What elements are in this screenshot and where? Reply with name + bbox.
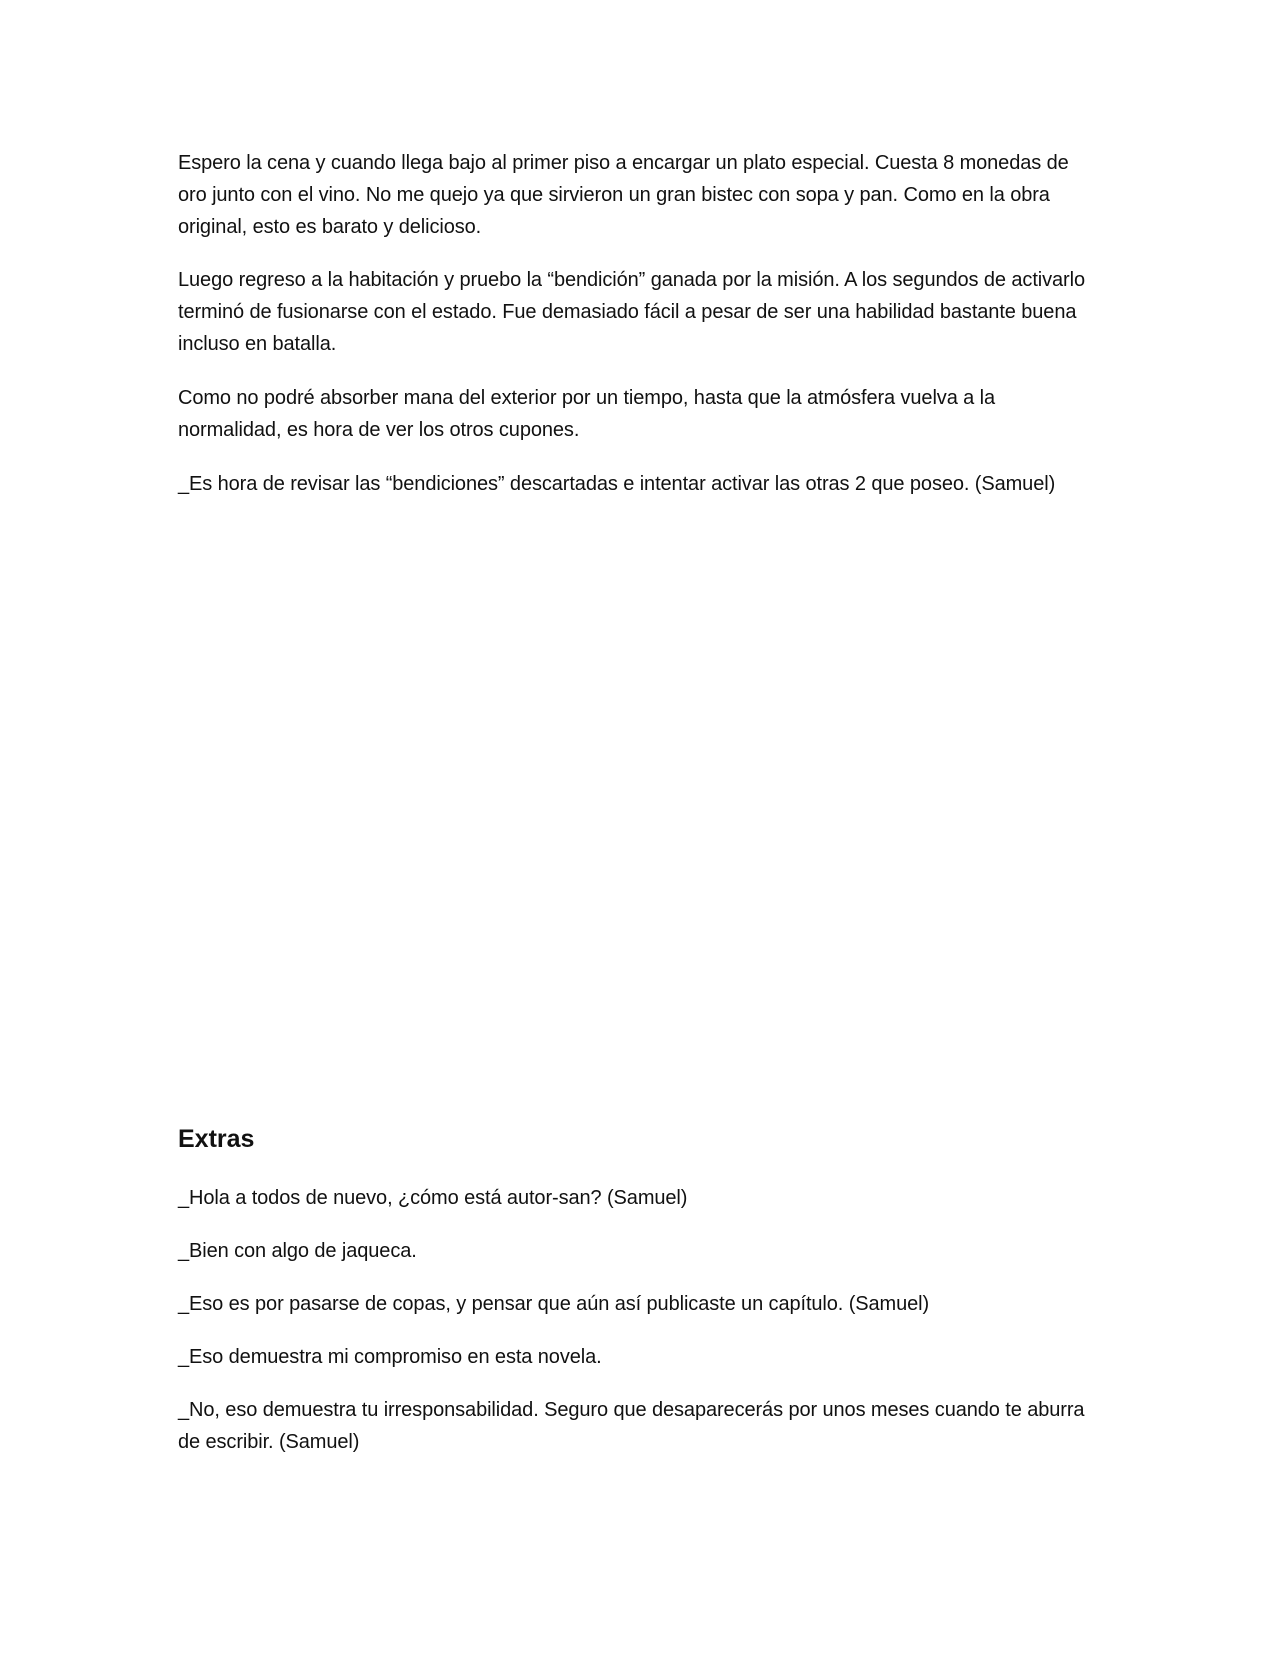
story-paragraph [178,382,1102,446]
extras-line [178,1341,1102,1373]
story-paragraph [178,264,1102,360]
story-paragraph [178,147,1102,243]
dialogue-text: _Eso es por pasarse de copas, y pensar que aún así publicaste un capítulo. (Samuel) [178,1293,930,1315]
dialogue-text: _Hola a todos de nuevo, ¿cómo está autor-san? (Samuel) [178,1187,688,1209]
extras-heading: Extras [178,1125,255,1153]
extras-line [178,1235,1102,1267]
dialogue-text: _Eso demuestra mi compromiso en esta novela. [178,1346,602,1368]
dialogue-text: _Bien con algo de jaqueca. [178,1240,417,1262]
dialogue-text: _No, eso demuestra tu irresponsabilidad. Seguro que desaparecerás por unos meses cuando te aburra de escribir. (Samuel) [178,1399,1085,1453]
extras-line [178,1394,1102,1458]
extras-line [178,1182,1102,1214]
paragraph-text: Luego regreso a la habitación y pruebo la “bendición” ganada por la misión. A los segundos de activarlo terminó de fusionarse con el estado. Fue demasiado fácil a pesar de ser una habilidad bastante buena incluso en batalla. [178,269,1085,355]
paragraph-text: Como no podré absorber mana del exterior por un tiempo, hasta que la atmósfera vuelva a la normalidad, es hora de ver los otros cupones. [178,387,996,441]
paragraph-text: Espero la cena y cuando llega bajo al primer piso a encargar un plato especial. Cuesta 8 monedas de oro junto con el vino. No me quejo ya que sirvieron un gran bistec con sopa y pan. Como en la obra original, esto es barato y delicioso. [178,152,1069,238]
paragraph-text: _Es hora de revisar las “bendiciones” descartadas e intentar activar las otras 2 que poseo. (Samuel) [178,473,1056,495]
extras-line [178,1288,1102,1320]
story-paragraph [178,468,1102,500]
